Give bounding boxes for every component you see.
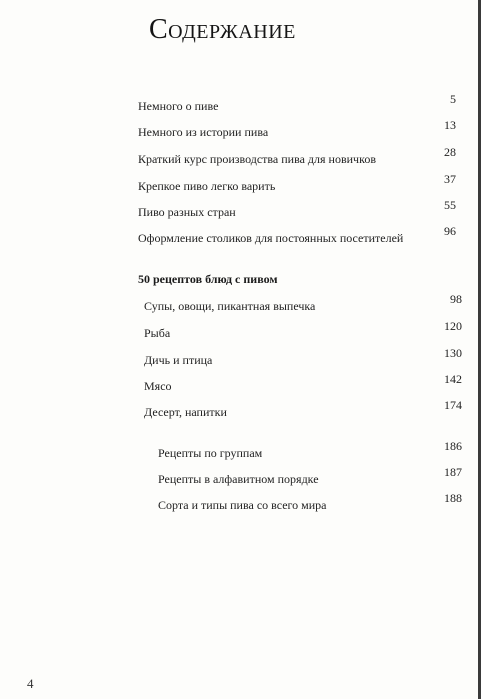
page-number: 4 <box>27 676 34 691</box>
toc-entry-title: Немного о пиве <box>138 99 219 113</box>
toc-entry-page: 188 <box>444 491 462 505</box>
toc-entry-title: Мясо <box>144 379 172 393</box>
toc-entry-title: Оформление столиков для постоянных посетителей <box>138 231 404 245</box>
toc-entry-title: Супы, овощи, пикантная выпечка <box>144 299 316 313</box>
toc-entry-page: 130 <box>444 346 462 360</box>
toc-entry-page: 98 <box>450 292 462 306</box>
toc-entry-page: 142 <box>444 372 462 386</box>
toc-entry-title: Рецепты в алфавитном порядке <box>158 472 319 486</box>
toc-entry-title: Десерт, напитки <box>144 405 227 419</box>
toc-entry-title: Пиво разных стран <box>138 205 236 219</box>
toc-entry-title: Рыба <box>144 326 171 340</box>
toc-entry-page: 96 <box>444 224 456 238</box>
recipes-section-heading: 50 рецептов блюд с пивом <box>138 272 278 286</box>
toc-entry-page: 28 <box>444 145 456 159</box>
toc-entry-title: Крепкое пиво легко варить <box>138 179 276 193</box>
toc-entry-page: 55 <box>444 198 456 212</box>
toc-entry-title: Краткий курс производства пива для новичков <box>138 152 376 166</box>
toc-entry-page: 174 <box>444 398 462 412</box>
toc-entry-title: Дичь и птица <box>144 353 213 367</box>
toc-entry-page: 186 <box>444 439 462 453</box>
page-title: Содержание <box>149 14 296 45</box>
toc-entry-title: Рецепты по группам <box>158 446 263 460</box>
toc-entry-page: 37 <box>444 172 456 186</box>
toc-entry-page: 187 <box>444 465 462 479</box>
toc-entry-page: 120 <box>444 319 462 333</box>
toc-entry-title: Немного из истории пива <box>138 125 269 139</box>
toc-entry-page: 13 <box>444 118 456 132</box>
toc-entry-page: 5 <box>450 92 456 106</box>
toc-entry-title: Сорта и типы пива со всего мира <box>158 498 327 512</box>
